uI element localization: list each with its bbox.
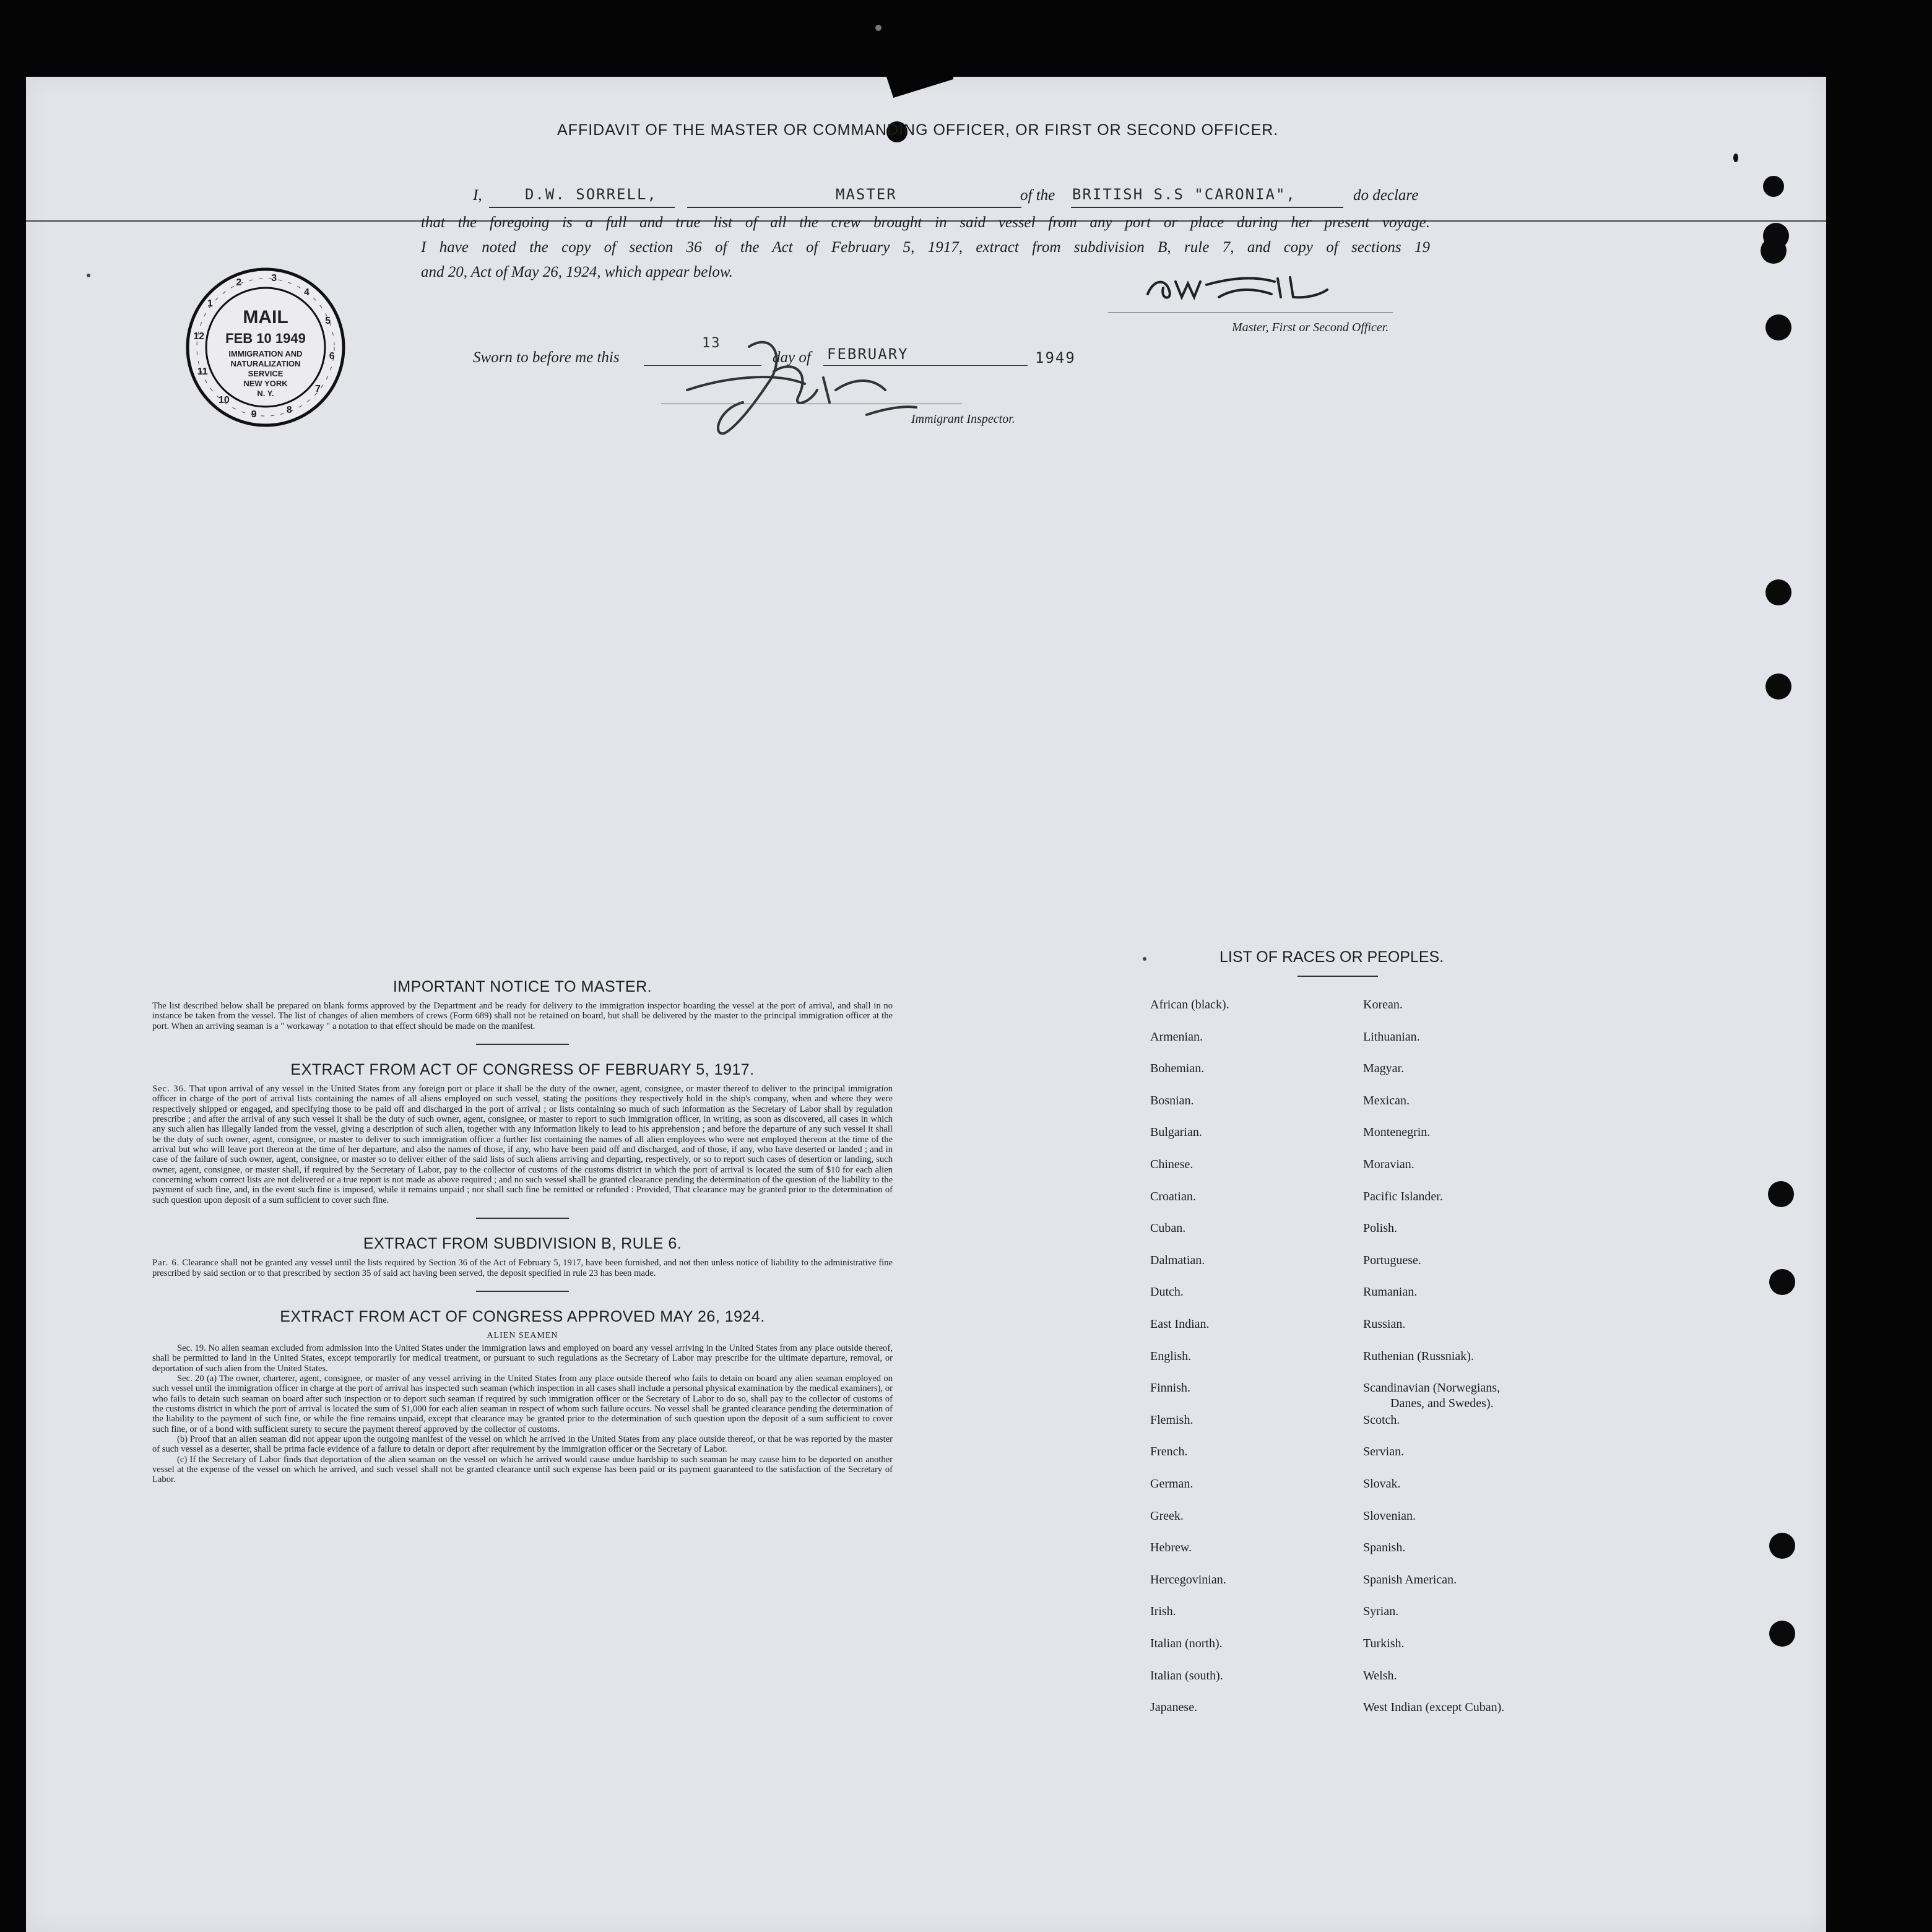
- section-divider: [476, 1218, 569, 1219]
- extract-1917-text: [152, 1084, 893, 1205]
- section-20b-text: (b) Proof that an alien seaman did not appear upon the outgoing manifest of the vessel on which he arrived in the United States from any place outside thereof, or that he was reported by the master of such vessel as a deserter, shall be prima facie evidence of a failure to detain or deport after requirement by the immigration officer or the Secretary of Labor.: [152, 1434, 893, 1455]
- stamp-hour-digit: 5: [325, 316, 331, 327]
- affidavit-line-3: I have noted the copy of section 36 of the Act of February 5, 1917, extract from subdivision B, rule 7, and copy of sections 19: [421, 239, 1430, 256]
- race-item: Armenian.: [1150, 1029, 1203, 1044]
- ink-speck: [1733, 154, 1738, 162]
- stamp-hour-digit: 9: [251, 409, 257, 420]
- race-item: Italian (south).: [1150, 1668, 1223, 1683]
- section-divider: [476, 1291, 569, 1292]
- race-item: Finnish.: [1150, 1381, 1191, 1395]
- inspector-signature: [650, 334, 922, 440]
- stamp-mail-label: MAIL: [243, 307, 288, 327]
- race-item: Pacific Islander.: [1363, 1189, 1443, 1203]
- punch-hole: [1765, 314, 1791, 340]
- stamp-agency-line-3: SERVICE: [248, 369, 284, 378]
- sworn-day-value: 13: [702, 336, 721, 351]
- stamp-hour-digit: 7: [314, 383, 321, 394]
- stamp-hour-digit: 10: [219, 394, 230, 405]
- master-caption: Master, First or Second Officer.: [1232, 321, 1389, 334]
- day-of-label: day of: [773, 349, 811, 366]
- paragraph-6-body: Clearance shall not be granted any vessel until the lists required by Section 36 of the Act of February 5, 1917, have been furnished, and not then unless notice of liability to the administrative fine prescribed by said section or to that prescribed by section 35 of said act having been served, the deposit specified in rule 23 has been made.: [152, 1258, 893, 1278]
- race-item: Lithuanian.: [1363, 1029, 1420, 1044]
- sworn-month-value: FEBRUARY: [827, 345, 909, 363]
- race-item: East Indian.: [1150, 1317, 1210, 1331]
- extract-1917-title: EXTRACT FROM ACT OF CONGRESS OF FEBRUARY 5, 1917.: [290, 1061, 755, 1079]
- extract-1924-title: EXTRACT FROM ACT OF CONGRESS APPROVED MAY 26, 1924.: [280, 1307, 765, 1325]
- affidavit-line-2: that the foregoing is a full and true list of all the crew brought in said vessel from any port or place during her present voyage.: [421, 214, 1430, 231]
- section-divider: [476, 1044, 569, 1045]
- race-item: Bosnian.: [1150, 1093, 1194, 1107]
- race-item: German.: [1150, 1477, 1193, 1491]
- sworn-year-value: 1949: [1035, 349, 1076, 366]
- race-item: Turkish.: [1363, 1637, 1405, 1650]
- race-item: Italian (north).: [1150, 1637, 1223, 1650]
- notice-column: [152, 978, 893, 1485]
- race-item: Ruthenian (Russniak).: [1363, 1349, 1474, 1363]
- section-20a-text: Sec. 20 (a) The owner, charterer, agent, consignee, or master of any vessel arriving in the United States from any place outside thereof who fails to detain on board any alien seaman employed on such vessel until the immigration officer in charge at the port of arrival has inspected such seaman (which inspection in all cases shall include a personal physical examination by the medical examiners), or who fails to detain such seaman on board after such inspection or to deport such seaman if required by such immigration officer or the Secretary of Labor to do so, shall pay to the collector of customs of the customs district in which the port of arrival is located the sum of $1,000 for each alien seaman in respect of whom such failure occurs. No vessel shall be granted clearance pending the determination of the liability to the payment of such fine, or while the fine remains unpaid, except that clearance may be granted prior to the determination of such question upon the deposit of a sum sufficient to cover such fine, or of a bond with sufficient surety to secure the payment thereof approved by the collector of customs.: [152, 1373, 893, 1434]
- race-item: Portuguese.: [1363, 1253, 1421, 1267]
- officer-rank-underline: [687, 207, 1021, 208]
- ink-speck: [87, 274, 90, 277]
- master-signature: [1141, 260, 1340, 310]
- vessel-underline: [1071, 207, 1343, 208]
- punch-hole: [1769, 1621, 1795, 1647]
- ink-speck: [1143, 957, 1146, 961]
- punch-hole: [1765, 674, 1791, 700]
- race-item: English.: [1150, 1349, 1192, 1363]
- inspector-caption: Immigrant Inspector.: [911, 412, 1015, 426]
- race-item: Bulgarian.: [1150, 1125, 1202, 1140]
- stamp-hour-digit: 3: [271, 273, 277, 284]
- race-item: Polish.: [1363, 1221, 1398, 1236]
- section-20c-text: (c) If the Secretary of Labor finds that deportation of the alien seaman on the vessel on which he arrived would cause undue hardship to such seaman he may cause him to be deported on another vessel at the expense of the vessel on which he arrived, and such vessel shall not be granted clearance until such expense has been paid or its payment guaranteed to the satisfaction of the Secretary of Labor.: [152, 1454, 893, 1485]
- stamp-hour-digit: 11: [197, 366, 208, 377]
- race-item: Magyar.: [1363, 1062, 1405, 1076]
- race-item: Chinese.: [1150, 1158, 1193, 1171]
- stamp-date: FEB 10 1949: [225, 331, 306, 346]
- race-scandinavian-continuation: Danes, and Swedes).: [1390, 1397, 1494, 1410]
- stamp-agency-line-2: NATURALIZATION: [230, 359, 301, 368]
- stamp-hour-digit: 1: [207, 298, 213, 309]
- race-item: Scandinavian (Norwegians,: [1363, 1381, 1501, 1395]
- race-item: Dutch.: [1150, 1285, 1184, 1299]
- races-title-underline: [1297, 976, 1378, 977]
- race-item: Rumanian.: [1363, 1285, 1418, 1299]
- section-36-body: That upon arrival of any vessel in the United States from any foreign port or place it shall be the duty of the owner, agent, consignee, or master thereof to deliver to the principal immigration officer in charge of the port of arrival lists containing the names of all aliens employed on such vessel, stating the positions they respectively hold in the ship's company, when and where they were respectively shipped or engaged, and specifying those to be paid off and discharged in the port of arrival ; or lists containing so much of such information as the Secretary of Labor shall by regulation prescribe ; and after the arrival of any such vessel it shall be the duty of such owner, agent, consignee, or master to report to such immigration officer, in writing, as soon as discovered, all cases in which any such alien has illegally landed from the vessel, giving a description of such alien, together with any information likely to lead to his apprehension ; and before the departure of any such vessel it shall be the duty of such owner, agent, consignee, or master to deliver to such immigration officer a further list containing the names of all alien employees who were not employed thereon at the time of the arrival but who will leave port thereon at the time of her departure, and also the names of those, if any, who have been paid off and discharged, and of those, if any, who have deserted or landed ; and in case of the failure of such owner, agent, consignee, or master so to deliver either of the said lists of such aliens arriving and departing, respectively, or so to report such cases of desertion or landing, such owner, agent, consignee, or master shall, if required by the Secretary of Labor, pay to the collector of customs of the customs district in which the port of arrival is located the sum of $10 for each alien concerning whom correct lists are not delivered or a true report is not made as above required ; and no such vessel shall be granted clearance pending the determination of the question of the liability to the payment of such fine, and, in the event such fine is imposed, while it remains unpaid ; nor shall such fine be remitted or refunded : Provided, That clearance may be granted prior to the determination of such question upon deposit of a sum sufficient to cover such fine.: [152, 1084, 893, 1205]
- punch-hole: [1769, 1533, 1795, 1559]
- section-19-text: Sec. 19. No alien seaman excluded from admission into the United States under the immigration laws and employed on board any vessel arriving in the United States from any place outside thereof, shall be permitted to land in the United States, except temporarily for medical treatment, or pursuant to such regulations as the Secretary of Labor may prescribe for the ultimate departure, removal, or deportation of such alien from the United States.: [152, 1343, 893, 1374]
- race-item: Hercegovinian.: [1150, 1572, 1226, 1587]
- officer-rank-value: MASTER: [836, 186, 897, 203]
- race-item: Slovak.: [1363, 1477, 1401, 1491]
- punch-hole: [1763, 176, 1784, 197]
- race-item: West Indian (except Cuban).: [1363, 1700, 1505, 1715]
- race-item: Bohemian.: [1150, 1062, 1205, 1076]
- race-item: Moravian.: [1363, 1158, 1414, 1171]
- punch-hole: [1765, 579, 1791, 605]
- officer-name-underline: [489, 207, 675, 208]
- of-the-label: of the: [1020, 187, 1055, 204]
- stamp-city: NEW YORK: [243, 379, 288, 388]
- race-item: Hebrew.: [1150, 1541, 1192, 1555]
- race-item: Korean.: [1363, 998, 1403, 1011]
- stamp-hour-digit: 2: [236, 277, 242, 288]
- stamp-rings: [184, 266, 347, 428]
- stamp-hour-digit: 12: [193, 331, 204, 342]
- ink-speck: [875, 25, 882, 31]
- race-item: Scotch.: [1363, 1413, 1400, 1427]
- punch-hole: [1761, 238, 1787, 264]
- race-item: Slovenian.: [1363, 1509, 1416, 1523]
- race-item: Croatian.: [1150, 1189, 1196, 1203]
- race-item: Dalmatian.: [1150, 1253, 1205, 1267]
- vessel-name-value: BRITISH S.S "CARONIA",: [1072, 186, 1296, 203]
- affidavit-title: AFFIDAVIT OF THE MASTER OR COMMANDING OFFICER, OR FIRST OR SECOND OFFICER.: [557, 121, 1279, 139]
- race-item: Welsh.: [1363, 1668, 1397, 1683]
- do-declare-label: do declare: [1353, 187, 1419, 204]
- immigration-mail-stamp: [184, 266, 347, 428]
- race-item: Spanish American.: [1363, 1572, 1457, 1587]
- stamp-hour-digit: 8: [286, 405, 292, 416]
- notice-title: IMPORTANT NOTICE TO MASTER.: [392, 978, 652, 995]
- master-signature-line: [1108, 312, 1393, 313]
- stamp-agency-line-1: IMMIGRATION AND: [228, 349, 303, 358]
- sworn-label: Sworn to before me this: [473, 349, 620, 366]
- affidavit-line-4: and 20, Act of May 26, 1924, which appear below.: [421, 264, 733, 280]
- race-item: Syrian.: [1363, 1605, 1399, 1619]
- race-item: Servian.: [1363, 1445, 1405, 1459]
- race-item: African (black).: [1150, 998, 1229, 1011]
- notice-text: The list described below shall be prepared on blank forms approved by the Department and be ready for delivery to the immigration inspector boarding the vessel at the port of arrival, and shall in no instance be taken from the vessel. The list of changes of alien members of crews (Form 689) shall not be retained on board, but shall be delivered by the master to the principal immigration officer at the port. When an arriving seaman is a " workaway " a notation to that effect should be made on the manifest.: [152, 1001, 893, 1031]
- race-item: Cuban.: [1150, 1221, 1186, 1236]
- stamp-hour-digit: 4: [303, 287, 310, 298]
- declarant-prefix: I,: [473, 187, 482, 204]
- punch-hole: [1768, 1181, 1794, 1207]
- stamp-hour-digit: 6: [329, 351, 335, 362]
- rule-6-text: [152, 1258, 893, 1278]
- officer-name-value: D.W. SORRELL,: [525, 186, 657, 203]
- stamp-state: N. Y.: [257, 389, 274, 398]
- race-item: Irish.: [1150, 1605, 1176, 1619]
- race-item: French.: [1150, 1445, 1188, 1459]
- rule-6-title: EXTRACT FROM SUBDIVISION B, RULE 6.: [363, 1235, 682, 1253]
- race-item: Flemish.: [1150, 1413, 1193, 1427]
- race-item: Russian.: [1363, 1317, 1406, 1331]
- paragraph-6-lead: Par. 6.: [152, 1258, 180, 1268]
- races-title: LIST OF RACES OR PEOPLES.: [1219, 948, 1444, 966]
- section-36-lead: Sec. 36.: [152, 1084, 187, 1094]
- alien-seamen-subtitle: ALIEN SEAMEN: [487, 1330, 558, 1340]
- race-item: Greek.: [1150, 1509, 1184, 1523]
- race-item: Montenegrin.: [1363, 1125, 1431, 1140]
- punch-hole: [1769, 1269, 1795, 1295]
- race-item: Spanish.: [1363, 1541, 1406, 1555]
- race-item: Japanese.: [1150, 1700, 1198, 1715]
- race-item: Mexican.: [1363, 1093, 1410, 1107]
